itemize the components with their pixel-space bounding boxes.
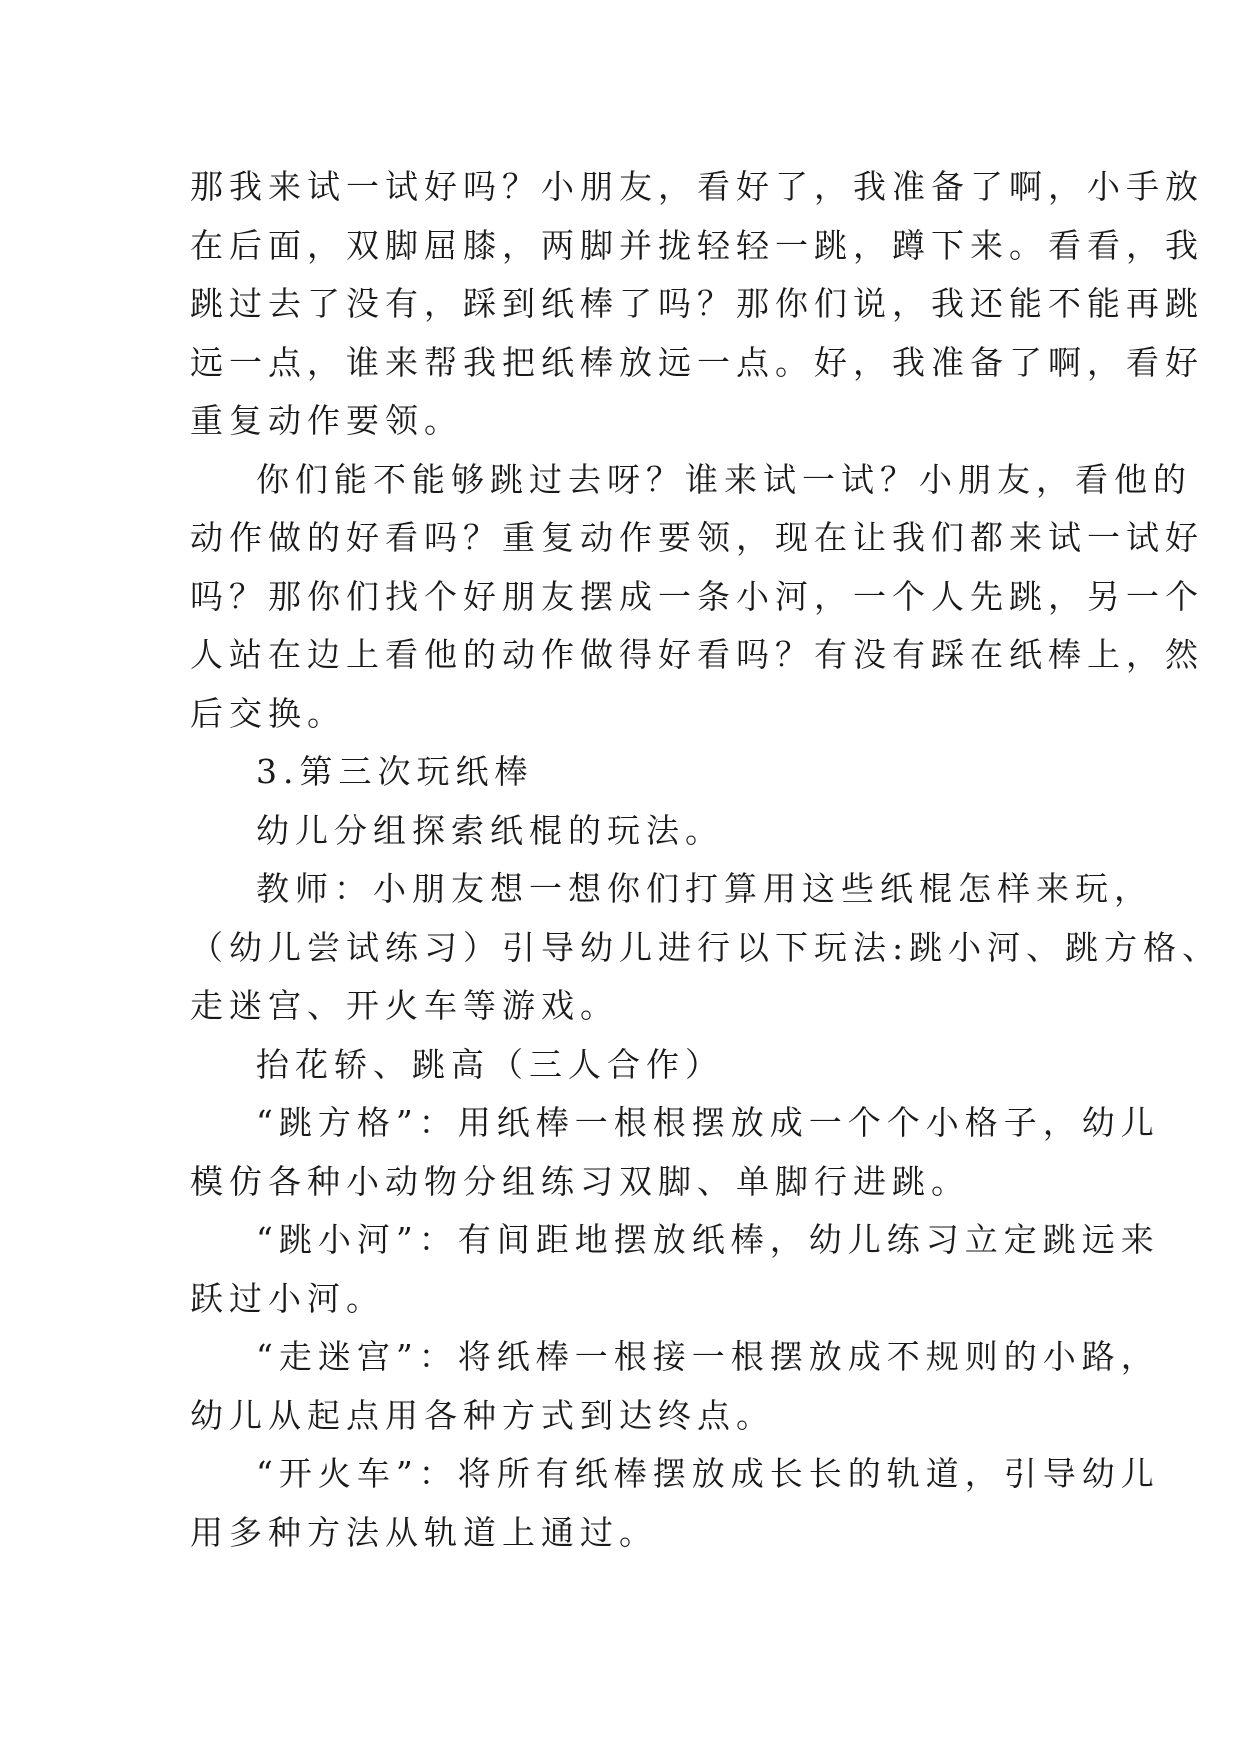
text-line: 后交换。: [190, 693, 346, 733]
document-body: [190, 158, 1222, 1562]
text-line: 吗？那你们找个好朋友摆成一条小河，一个人先跳，另一个: [190, 576, 1204, 616]
section-heading: [190, 743, 1052, 802]
text-line: “跳小河”：有间距地摆放纸棒，幼儿练习立定跳远来: [256, 1220, 1160, 1259]
paragraph-children-try: [190, 451, 1204, 744]
text-line: 幼儿分组探索纸棍的玩法。: [256, 810, 724, 850]
paragraph-jump-grid: [190, 1094, 1160, 1211]
text-line: “跳方格”：用纸棒一根根摆放成一个个小格子，幼儿: [256, 1103, 1160, 1142]
paragraph-group-explore: [190, 802, 1052, 861]
paragraph-jump-river: [190, 1211, 1160, 1328]
text-line: 抬花轿、跳高（三人合作）: [256, 1044, 724, 1084]
text-line: 用多种方法从轨道上通过。: [190, 1512, 658, 1552]
heading-text: 3.第三次玩纸棒: [256, 752, 534, 791]
text-line: 跃过小河。: [190, 1278, 385, 1318]
paragraph-sedan-highjump: [190, 1036, 1052, 1095]
paragraph-teacher: [190, 860, 1222, 1036]
paragraph-maze: [190, 1328, 1160, 1445]
text-line: 那我来试一试好吗？小朋友，看好了，我准备了啊，小手放: [190, 167, 1204, 206]
text-line: 跳过去了没有，踩到纸棒了吗？那你们说，我还能不能再跳: [190, 284, 1204, 323]
text-line: 远一点，谁来帮我把纸棒放远一点。好，我准备了啊，看好: [190, 342, 1204, 382]
text-line: 重复动作要领。: [190, 401, 463, 440]
text-line: “走迷宫”：将纸棒一根接一根摆放成不规则的小路，: [256, 1337, 1160, 1376]
text-line: 走迷宫、开火车等游戏。: [190, 986, 619, 1025]
text-line: 在后面，双脚屈膝，两脚并拢轻轻一跳，蹲下来。看看，我: [190, 225, 1204, 265]
text-line: 你们能不能够跳过去呀？谁来试一试？小朋友，看他的: [256, 459, 1192, 499]
text-line: （幼儿尝试练习）引导幼儿进行以下玩法:跳小河、跳方格、: [190, 927, 1222, 967]
text-line: 人站在边上看他的动作做得好看吗？有没有踩在纸棒上，然: [190, 635, 1204, 674]
text-line: 教师：小朋友想一想你们打算用这些纸棍怎样来玩，: [256, 869, 1153, 908]
text-line: 动作做的好看吗？重复动作要领，现在让我们都来试一试好: [190, 518, 1204, 557]
text-line: 幼儿从起点用各种方式到达终点。: [190, 1395, 775, 1435]
paragraph-train: [190, 1445, 1160, 1562]
paragraph-demonstration: [190, 158, 1204, 451]
text-line: 模仿各种小动物分组练习双脚、单脚行进跳。: [190, 1161, 970, 1201]
text-line: “开火车”：将所有纸棒摆放成长长的轨道，引导幼儿: [256, 1454, 1160, 1493]
